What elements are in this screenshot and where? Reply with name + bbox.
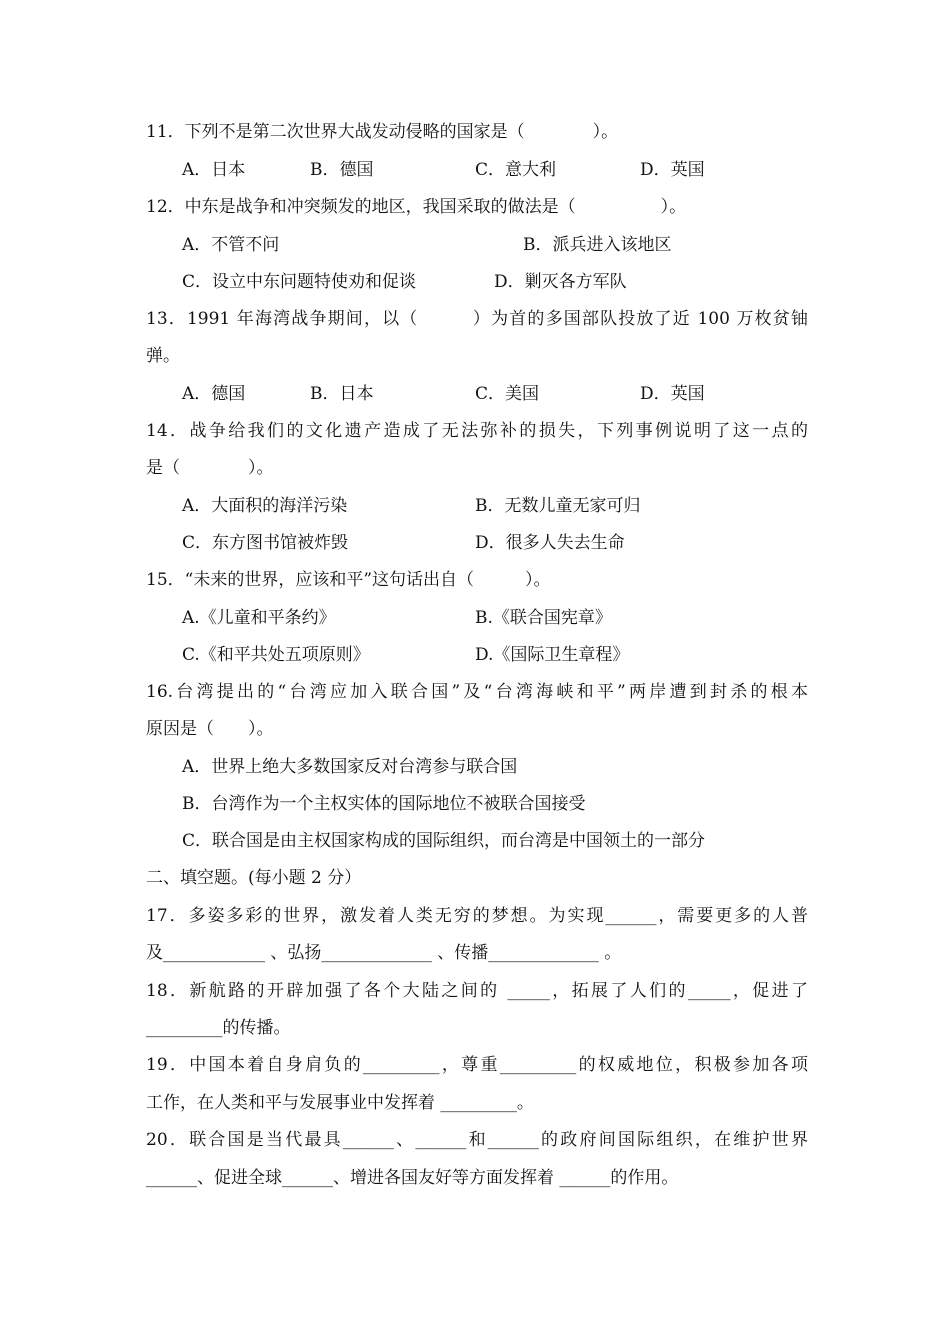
q18-line2: _________的传播。 [146,1018,291,1038]
q20-line2: ______、促进全球______、增进各国友好等方面发挥着 ______的作用。 [146,1168,679,1188]
q17-line1: 17．多姿多彩的世界，激发着人类无穷的梦想。为实现______，需要更多的人普 [146,906,808,926]
q16-stem-line2: 原因是（ ）。 [146,719,274,739]
q12-option-a: A．不管不问 [182,235,280,255]
q13-stem-line2: 弹。 [146,346,180,366]
q12-option-b: B．派兵进入该地区 [523,235,672,255]
q12-option-c: C．设立中东问题特使劝和促谈 [182,272,417,292]
q19-line2: 工作，在人类和平与发展事业中发挥着 _________。 [146,1093,534,1113]
q11-stem: 11．下列不是第二次世界大战发动侵略的国家是（ ）。 [146,122,619,142]
q14-option-a: A．大面积的海洋污染 [182,496,348,516]
q15-option-c: C.《和平共处五项原则》 [182,645,370,665]
q13-stem-line1: 13．1991 年海湾战争期间，以（ ）为首的多国部队投放了近 100 万枚贫铀 [146,309,808,329]
q11-option-c: C．意大利 [475,160,557,180]
q14-option-b: B．无数儿童无家可归 [475,496,641,516]
q17-line2: 及____________ 、弘扬_____________ 、传播_____________ 。 [146,943,622,963]
q16-option-c: C．联合国是由主权国家构成的国际组织，而台湾是中国领土的一部分 [182,831,706,851]
q11-option-d: D．英国 [640,160,705,180]
q16-option-a: A．世界上绝大多数国家反对台湾参与联合国 [182,757,518,777]
q16-stem-line1: 16.台湾提出的“台湾应加入联合国”及“台湾海峡和平”两岸遭到封杀的根本 [146,682,808,702]
q16-option-b: B．台湾作为一个主权实体的国际地位不被联合国接受 [182,794,586,814]
q14-option-c: C．东方图书馆被炸毁 [182,533,349,553]
q15-stem: 15．“未来的世界，应该和平”这句话出自（ ）。 [146,570,551,590]
q13-option-a: A．德国 [182,384,246,404]
q20-line1: 20．联合国是当代最具______、______和______的政府间国际组织，在维护世界 [146,1130,808,1150]
q13-option-d: D．英国 [640,384,705,404]
q18-line1: 18．新航路的开辟加强了各个大陆之间的 _____，拓展了人们的_____，促进了 [146,981,808,1001]
q13-option-c: C．美国 [475,384,540,404]
q11-option-b: B．德国 [310,160,374,180]
q14-stem-line2: 是（ ）。 [146,458,274,478]
section-heading-fill-in: 二、填空题。(每小题 2 分） [146,868,362,888]
q15-option-a: A.《儿童和平条约》 [182,608,336,628]
q14-option-d: D．很多人失去生命 [475,533,625,553]
q13-option-b: B．日本 [310,384,374,404]
q19-line1: 19．中国本着自身肩负的_________，尊重_________的权威地位，积极参加各项 [146,1055,808,1075]
q14-stem-line1: 14．战争给我们的文化遗产造成了无法弥补的损失，下列事例说明了这一点的 [146,421,808,441]
q11-option-a: A．日本 [182,160,246,180]
q15-option-d: D.《国际卫生章程》 [475,645,630,665]
q15-option-b: B.《联合国宪章》 [475,608,612,628]
q12-option-d: D．剿灭各方军队 [494,272,627,292]
q12-stem: 12．中东是战争和冲突频发的地区，我国采取的做法是（ ）。 [146,197,687,217]
